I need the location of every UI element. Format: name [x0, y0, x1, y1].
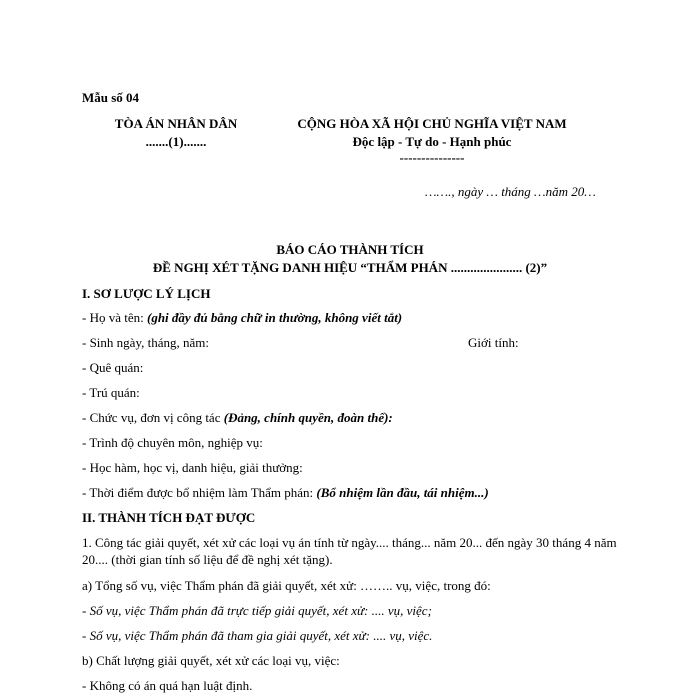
appointment-row	[82, 485, 489, 501]
section1-heading: I. SƠ LƯỢC LÝ LỊCH	[82, 286, 211, 301]
position-label: - Chức vụ, đơn vị công tác	[82, 410, 224, 425]
report-subtitle: ĐỀ NGHỊ XÉT TẶNG DANH HIỆU “THẨM PHÁN ...................... (2)”	[152, 260, 548, 275]
section2-heading: II. THÀNH TÍCH ĐẠT ĐƯỢC	[82, 510, 256, 525]
court-placeholder: .......(1).......	[145, 134, 207, 149]
qualification-label: - Trình độ chuyên môn, nghiệp vụ:	[82, 435, 263, 450]
residence-label: - Trú quán:	[82, 385, 140, 400]
achievement-item-b1: - Không có án quá hạn luật định.	[82, 678, 253, 693]
hometown-label: - Quê quán:	[82, 360, 144, 375]
achievement-item-b: b) Chất lượng giải quyết, xét xử các loại vụ, việc:	[82, 653, 340, 668]
appointment-hint: (Bổ nhiệm lần đầu, tái nhiệm...)	[316, 485, 489, 500]
header-divider: ---------------	[399, 150, 465, 165]
date-line: ……., ngày … tháng …năm 20…	[425, 184, 596, 199]
dob-label: - Sinh ngày, tháng, năm:	[82, 335, 209, 350]
national-motto: Độc lập - Tự do - Hạnh phúc	[352, 134, 512, 149]
appointment-label: - Thời điểm được bổ nhiệm làm Thẩm phán:	[82, 485, 317, 500]
position-row	[82, 410, 393, 426]
name-row	[82, 310, 402, 326]
name-label: - Họ và tên:	[82, 310, 147, 325]
degree-label: - Học hàm, học vị, danh hiệu, giải thưởng:	[82, 460, 303, 475]
achievement-item-a1: - Số vụ, việc Thẩm phán đã trực tiếp giải quyết, xét xử: .... vụ, việc;	[82, 603, 432, 618]
court-name: TÒA ÁN NHÂN DÂN	[114, 116, 238, 131]
report-title: BÁO CÁO THÀNH TÍCH	[276, 242, 424, 257]
name-hint: (ghi đầy đủ bằng chữ in thường, không viết tắt)	[146, 310, 403, 325]
form-number: Mẫu số 04	[82, 90, 140, 105]
position-hint: (Đảng, chính quyền, đoàn thể):	[223, 410, 393, 425]
national-title: CỘNG HÒA XÃ HỘI CHỦ NGHĨA VIỆT NAM	[297, 116, 567, 131]
achievement-item-a2: - Số vụ, việc Thẩm phán đã tham gia giải quyết, xét xử: .... vụ, việc.	[82, 628, 433, 643]
achievement-item-1: 1. Công tác giải quyết, xét xử các loại vụ án tính từ ngày.... tháng... năm 20... đến ngày 30 tháng 4 năm 20.... (thời gian tính số liệu để đề nghị xét tặng).	[82, 535, 617, 567]
achievement-item-a: a) Tổng số vụ, việc Thẩm phán đã giải quyết, xét xử: …….. vụ, việc, trong đó:	[82, 578, 491, 593]
gender-label: Giới tính:	[468, 335, 519, 350]
